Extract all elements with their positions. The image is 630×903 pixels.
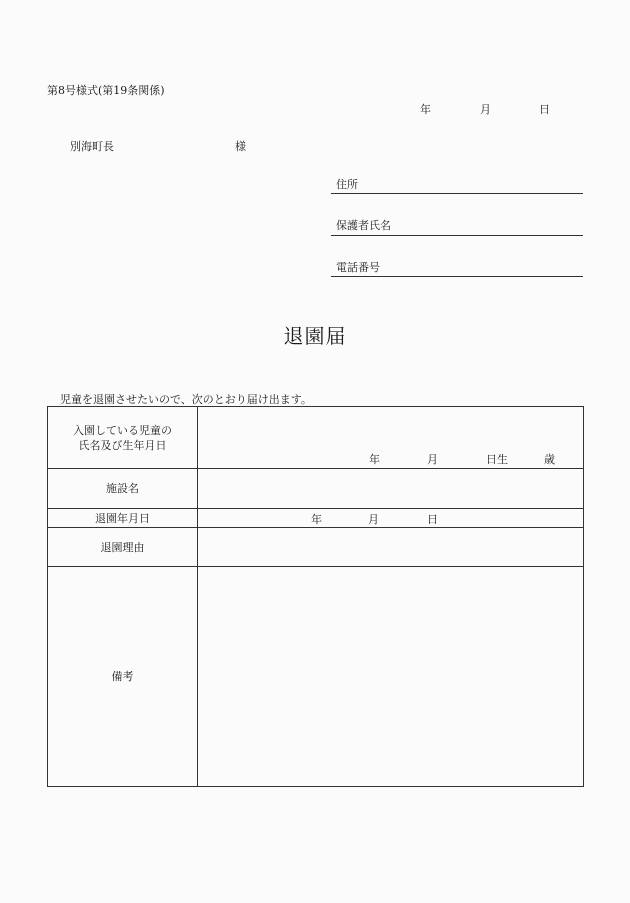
- date-year-label: 年: [420, 103, 431, 116]
- remarks-label: 備考: [48, 567, 198, 787]
- withdrawal-form-table: [47, 406, 584, 787]
- phone-label: 電話番号: [336, 261, 380, 274]
- withdraw-date-row: [48, 509, 584, 528]
- honorific: 様: [235, 140, 246, 153]
- reason-label: 退園理由: [48, 528, 198, 567]
- child-label-line1: 入園している児童の: [73, 423, 172, 437]
- date-day-label: 日: [539, 103, 550, 116]
- date-month-label: 月: [480, 103, 491, 116]
- remarks-value-cell[interactable]: [198, 567, 584, 787]
- reason-value-cell[interactable]: [198, 528, 584, 567]
- withdraw-date-label: 退園年月日: [48, 509, 198, 528]
- form-number: 第8号様式(第19条関係): [47, 84, 165, 97]
- withdraw-day-label: 日: [427, 513, 438, 526]
- intro-text: 児童を退園させたいので、次のとおり届け出ます。: [60, 393, 312, 406]
- age-label: 歳: [544, 453, 555, 466]
- facility-row: [48, 469, 584, 509]
- guardian-name-field-line[interactable]: [331, 235, 583, 236]
- birth-day-label: 日生: [486, 453, 508, 466]
- withdraw-year-label: 年: [311, 513, 322, 526]
- child-row: [48, 407, 584, 469]
- child-label-cell: [48, 407, 198, 469]
- document-title: 退園届: [283, 324, 347, 348]
- address-label: 住所: [336, 178, 358, 191]
- facility-label: 施設名: [48, 469, 198, 509]
- withdraw-month-label: 月: [368, 513, 379, 526]
- reason-row: [48, 528, 584, 567]
- child-value-cell[interactable]: [198, 407, 584, 469]
- guardian-name-label: 保護者氏名: [336, 219, 391, 232]
- birth-month-label: 月: [427, 453, 438, 466]
- birth-year-label: 年: [369, 453, 380, 466]
- recipient: 別海町長: [70, 140, 114, 153]
- withdraw-date-value-cell[interactable]: [198, 509, 584, 528]
- address-field-line[interactable]: [331, 193, 583, 194]
- child-label-line2: 氏名及び生年月日: [78, 438, 167, 452]
- remarks-row: [48, 567, 584, 787]
- facility-value-cell[interactable]: [198, 469, 584, 509]
- phone-field-line[interactable]: [331, 276, 583, 277]
